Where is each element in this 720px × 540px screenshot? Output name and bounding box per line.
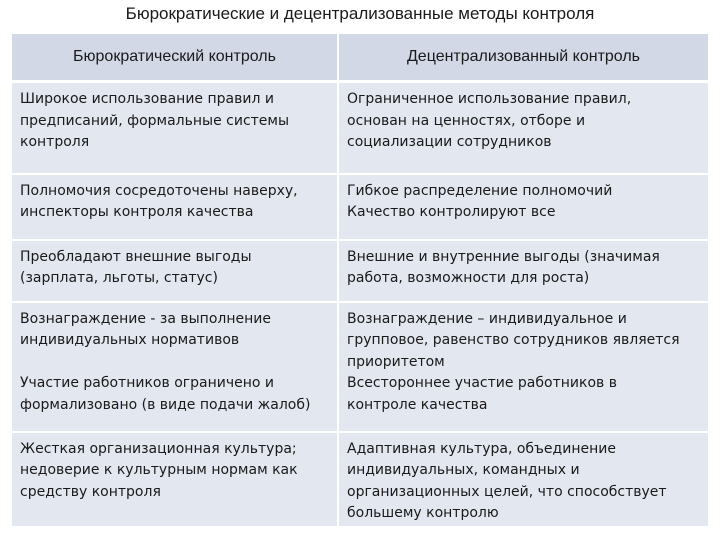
cell-text: предписаний, формальные системы <box>20 112 290 129</box>
cell-text: основан на ценностях, отборе и <box>347 112 586 129</box>
cell-bureaucratic <box>12 302 338 432</box>
cell-text: инспекторы контроля качества <box>20 204 254 220</box>
cell-text: Всестороннее участие работников в <box>347 375 617 391</box>
table-row <box>12 82 708 174</box>
cell-text: Гибкое распределение полномочий <box>347 182 613 199</box>
table-row <box>12 240 708 302</box>
cell-text: Внешние и внутренние выгоды (значимая <box>347 248 660 265</box>
cell-decentralized <box>338 82 708 174</box>
cell-decentralized <box>338 240 708 302</box>
table-row <box>12 302 708 432</box>
cell-text: контроля <box>20 134 90 150</box>
header-decentralized: Децентрализованный контроль <box>338 34 708 82</box>
cell-text: Качество контролируют все <box>347 204 556 220</box>
cell-text: большему контролю <box>347 505 499 521</box>
cell-text: приоритетом <box>347 353 445 370</box>
table-row <box>12 174 708 240</box>
cell-text: Адаптивная культура, объединение <box>347 440 616 457</box>
cell-text: Широкое использование правил и <box>20 91 274 107</box>
table-header-row <box>12 34 708 82</box>
cell-text: Вознаграждение – индивидуальное и <box>347 310 627 327</box>
cell-text: групповое, равенство сотрудников является <box>347 332 680 348</box>
cell-decentralized <box>338 302 708 432</box>
cell-decentralized <box>338 432 708 527</box>
cell-text: средству контроля <box>20 483 161 500</box>
cell-decentralized <box>338 174 708 240</box>
cell-text: организационных целей, что способствует <box>347 483 667 500</box>
cell-text: Вознаграждение - за выполнение <box>20 310 271 327</box>
cell-text: социализации сотрудников <box>347 134 552 150</box>
cell-bureaucratic <box>12 82 338 174</box>
cell-text: индивидуальных нормативов <box>20 332 240 348</box>
cell-text: Преобладают внешние выгоды <box>20 248 252 265</box>
cell-text: индивидуальных, командных и <box>347 462 580 478</box>
cell-text: недоверие к культурным нормам как <box>20 462 298 478</box>
cell-text: работа, возможности для роста) <box>347 270 590 286</box>
page-title: Бюрократические и децентрализованные методы контроля <box>125 4 595 23</box>
header-bureaucratic: Бюрократический контроль <box>12 34 338 82</box>
cell-bureaucratic <box>12 432 338 527</box>
comparison-table <box>12 34 708 526</box>
cell-bureaucratic <box>12 240 338 302</box>
table-row <box>12 432 708 527</box>
cell-text: Жесткая организационная культура; <box>20 440 297 457</box>
cell-text: контроле качества <box>347 396 488 413</box>
cell-text: Ограниченное использование правил, <box>347 91 632 107</box>
cell-text: (зарплата, льготы, статус) <box>20 270 218 286</box>
cell-text: Полномочия сосредоточены наверху, <box>20 182 298 199</box>
cell-text: Участие работников ограничено и <box>20 375 274 391</box>
cell-text: формализовано (в виде подачи жалоб) <box>20 396 311 413</box>
cell-spacer <box>20 352 329 374</box>
cell-bureaucratic <box>12 174 338 240</box>
